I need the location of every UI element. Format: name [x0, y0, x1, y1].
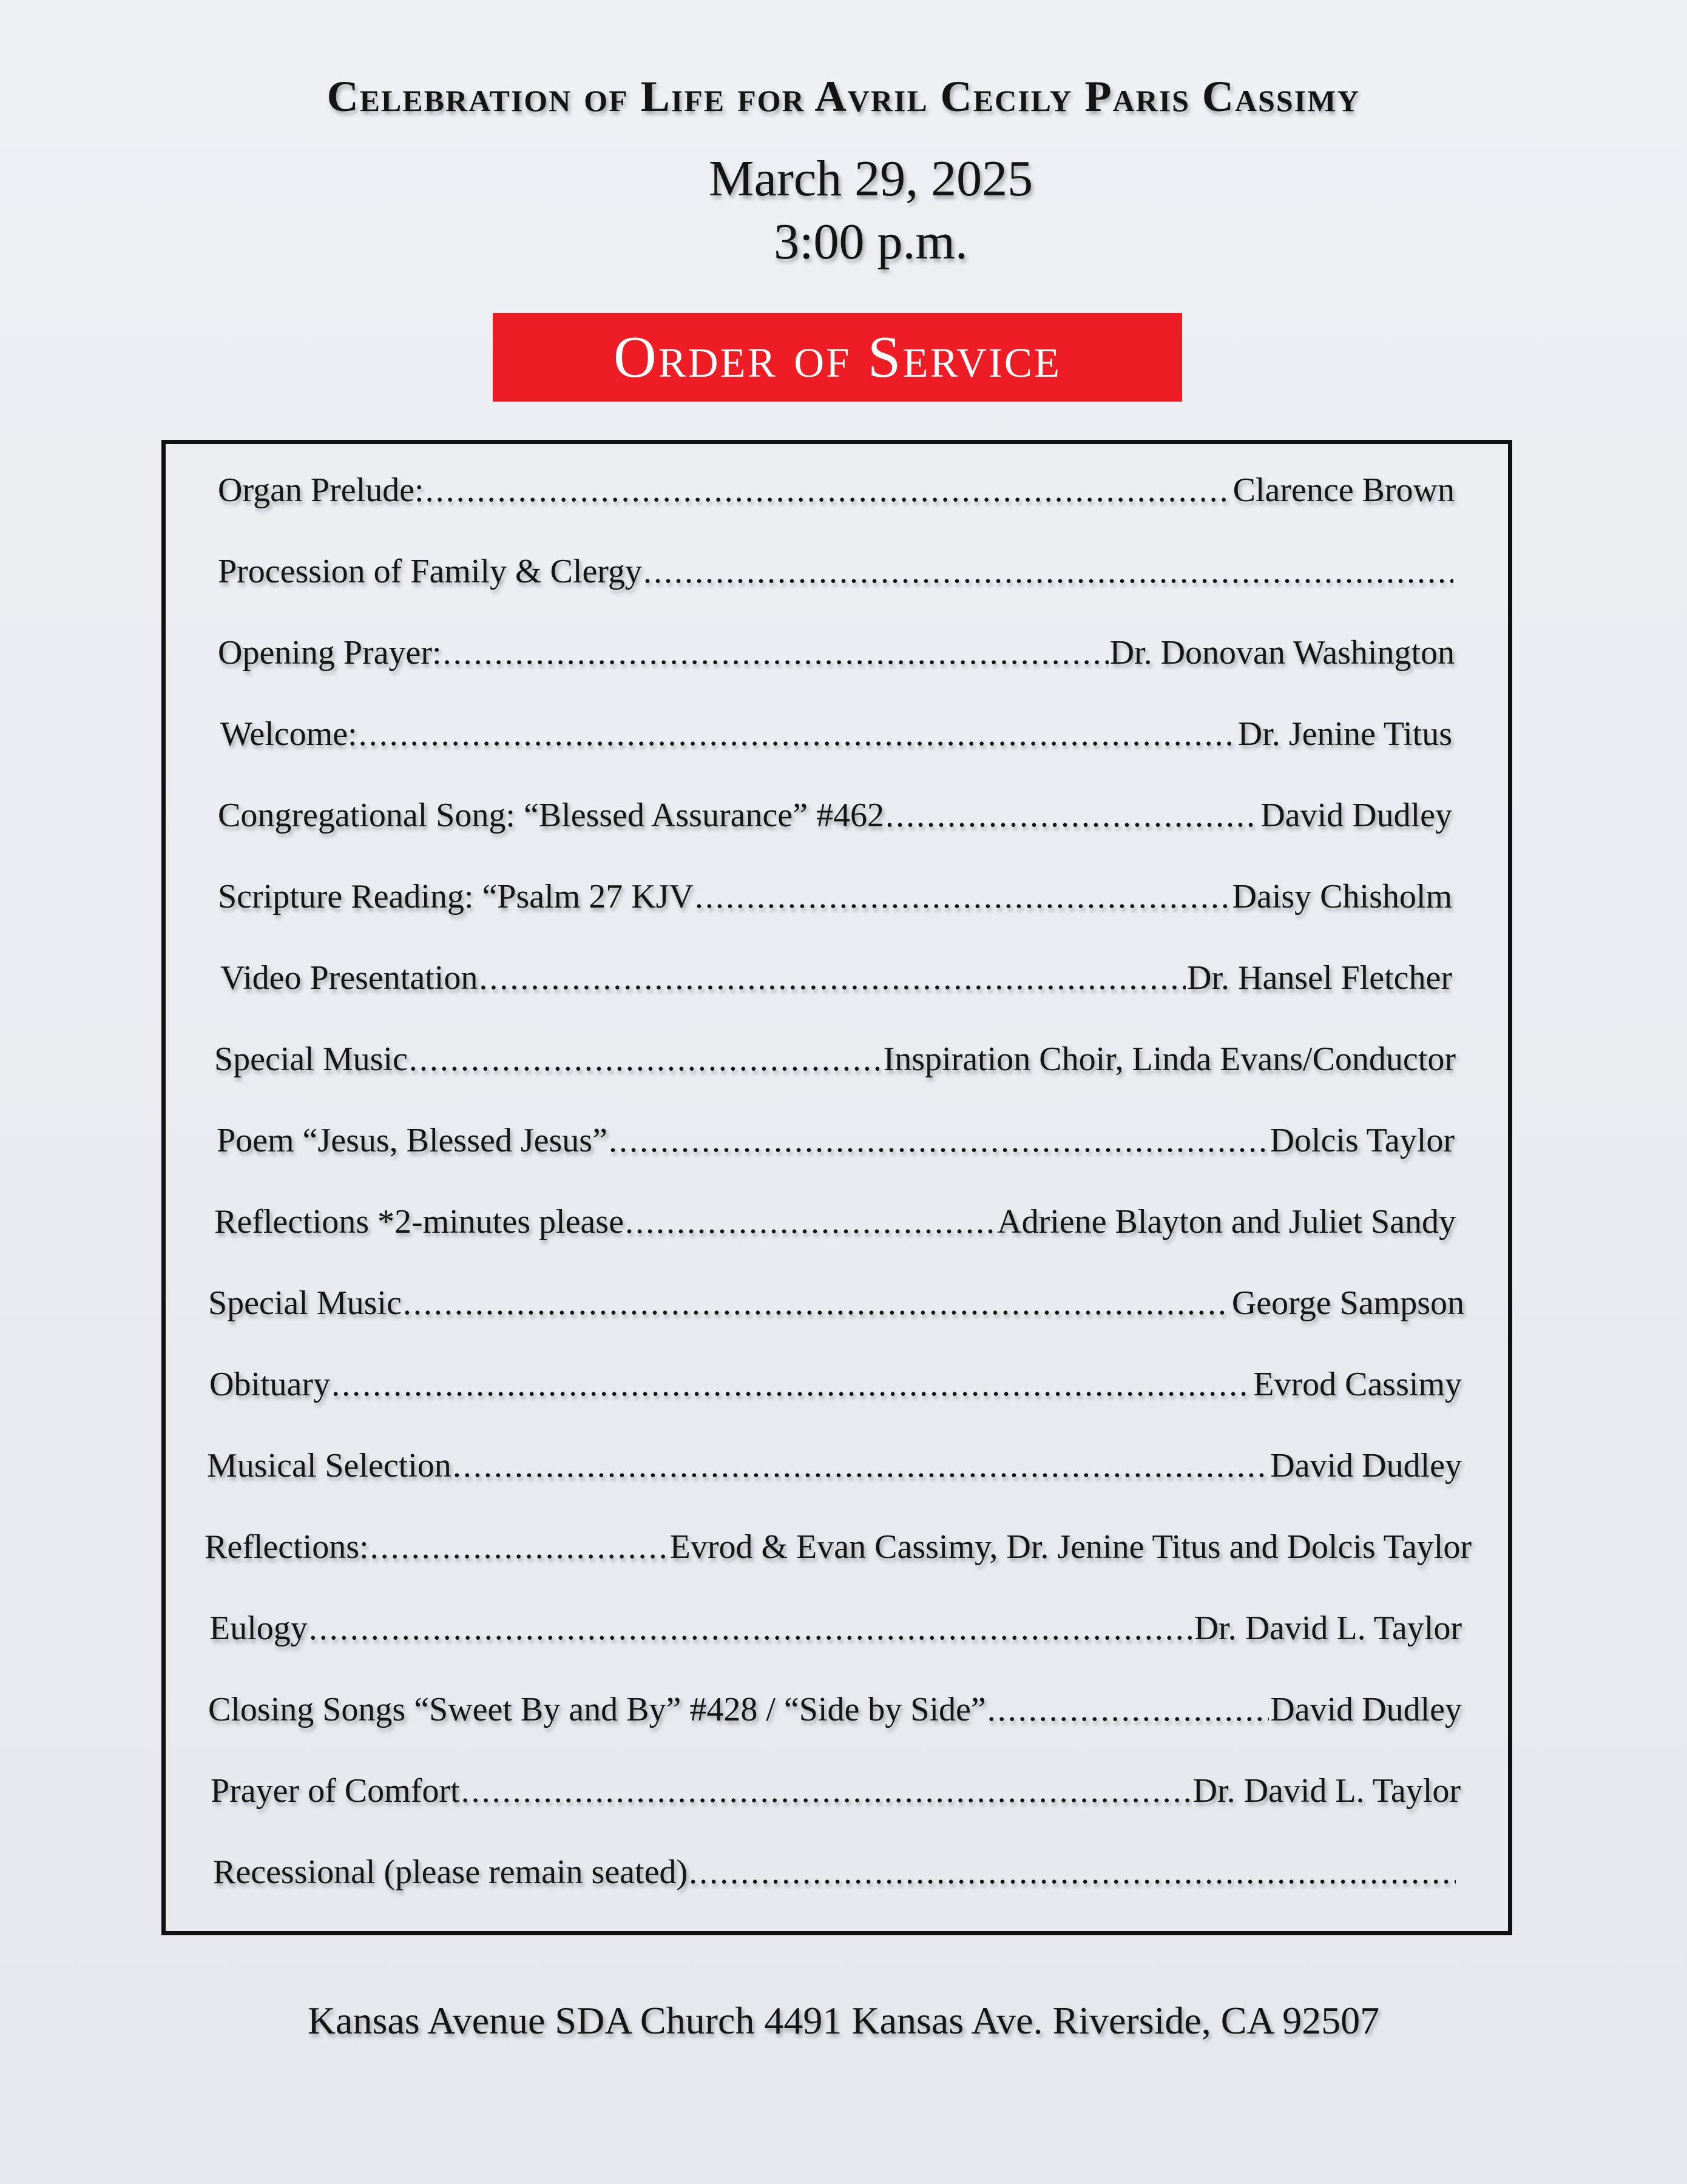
program-part: Welcome:	[220, 715, 357, 753]
program-item	[218, 798, 1452, 832]
program-item	[218, 554, 1455, 588]
program-person: Dr. Donovan Washington	[1109, 634, 1455, 672]
program-part: Obituary	[209, 1366, 331, 1403]
program-person: Adriene Blayton and Juliet Sandy	[997, 1203, 1456, 1241]
program-part: Organ Prelude:	[218, 471, 424, 509]
program-item	[209, 1611, 1462, 1645]
program-item	[211, 1774, 1461, 1808]
dot-leader	[885, 798, 1259, 832]
dot-leader	[689, 1855, 1456, 1889]
program-part: Recessional (please remain seated)	[213, 1853, 688, 1891]
program-person: David Dudley	[1270, 1447, 1462, 1485]
program-part: Congregational Song: “Blessed Assurance” #462	[218, 797, 885, 834]
program-part: Special Music	[208, 1284, 402, 1322]
program-item	[217, 1124, 1455, 1158]
program-item	[208, 1693, 1462, 1727]
dot-leader	[409, 1042, 882, 1076]
program-person: Dr. Hansel Fletcher	[1187, 959, 1452, 997]
memorial-heading: Celebration of Life for Avril Cecily Paris Cassimy	[326, 72, 1361, 121]
program-item	[218, 880, 1452, 914]
dot-leader	[987, 1693, 1269, 1727]
program-person: Dr. David L. Taylor	[1194, 1609, 1462, 1647]
program-person: Dr. Jenine Titus	[1237, 715, 1452, 753]
service-date: March 29, 2025	[708, 150, 1033, 207]
program-part: Musical Selection	[207, 1447, 451, 1485]
program-item	[209, 1367, 1462, 1401]
dot-leader	[609, 1124, 1268, 1158]
program-item	[218, 636, 1455, 670]
dot-leader	[425, 473, 1232, 507]
program-item	[214, 1042, 1456, 1076]
dot-leader	[643, 554, 1453, 588]
program-item	[208, 1286, 1464, 1320]
dot-leader	[443, 636, 1109, 670]
program-part: Reflections:	[205, 1528, 369, 1566]
dot-leader	[453, 1449, 1269, 1483]
program-person: Inspiration Choir, Linda Evans/Conductor	[883, 1040, 1456, 1078]
program-person: Clarence Brown	[1232, 471, 1455, 509]
church-address: Kansas Avenue SDA Church 4491 Kansas Ave. Riverside, CA 92507	[307, 1999, 1380, 2042]
program-part: Scripture Reading: “Psalm 27 KJV	[218, 878, 694, 915]
dot-leader	[403, 1286, 1231, 1320]
program-part: Video Presentation	[220, 959, 478, 997]
program-part: Prayer of Comfort	[211, 1772, 460, 1810]
banner-label: Order of Service	[613, 325, 1062, 390]
program-person: Evrod & Evan Cassimy, Dr. Jenine Titus and Dolcis Taylor	[669, 1528, 1472, 1566]
program-item	[205, 1530, 1472, 1564]
program-part: Reflections *2-minutes please	[214, 1203, 624, 1241]
dot-leader	[359, 717, 1237, 751]
program-part: Poem “Jesus, Blessed Jesus”	[217, 1122, 607, 1159]
program-box	[161, 440, 1512, 1935]
program-person: Dr. David L. Taylor	[1192, 1772, 1461, 1810]
dot-leader	[331, 1367, 1252, 1401]
program-item	[207, 1449, 1462, 1483]
program-person: David Dudley	[1270, 1691, 1462, 1728]
program-part: Procession of Family & Clergy	[218, 553, 642, 590]
dot-leader	[695, 880, 1231, 914]
program-part: Special Music	[214, 1040, 408, 1078]
program-item	[220, 717, 1452, 751]
dot-leader	[309, 1611, 1193, 1645]
order-of-service-banner	[493, 313, 1182, 402]
dot-leader	[461, 1774, 1192, 1808]
dot-leader	[370, 1530, 669, 1564]
program-part: Closing Songs “Sweet By and By” #428 / “Side by Side”	[208, 1691, 986, 1728]
program-person: Daisy Chisholm	[1232, 878, 1452, 915]
program-item	[214, 1205, 1456, 1239]
program-item	[220, 961, 1452, 995]
service-time: 3:00 p.m.	[774, 214, 968, 270]
program-part: Opening Prayer:	[218, 634, 442, 672]
program-part: Eulogy	[209, 1609, 308, 1647]
program-item	[218, 473, 1455, 507]
program-person: Dolcis Taylor	[1269, 1122, 1455, 1159]
dot-leader	[479, 961, 1186, 995]
program-person: David Dudley	[1260, 797, 1452, 834]
program-person: George Sampson	[1231, 1284, 1464, 1322]
dot-leader	[625, 1205, 996, 1239]
program-person: Evrod Cassimy	[1253, 1366, 1462, 1403]
program-item	[213, 1855, 1457, 1889]
